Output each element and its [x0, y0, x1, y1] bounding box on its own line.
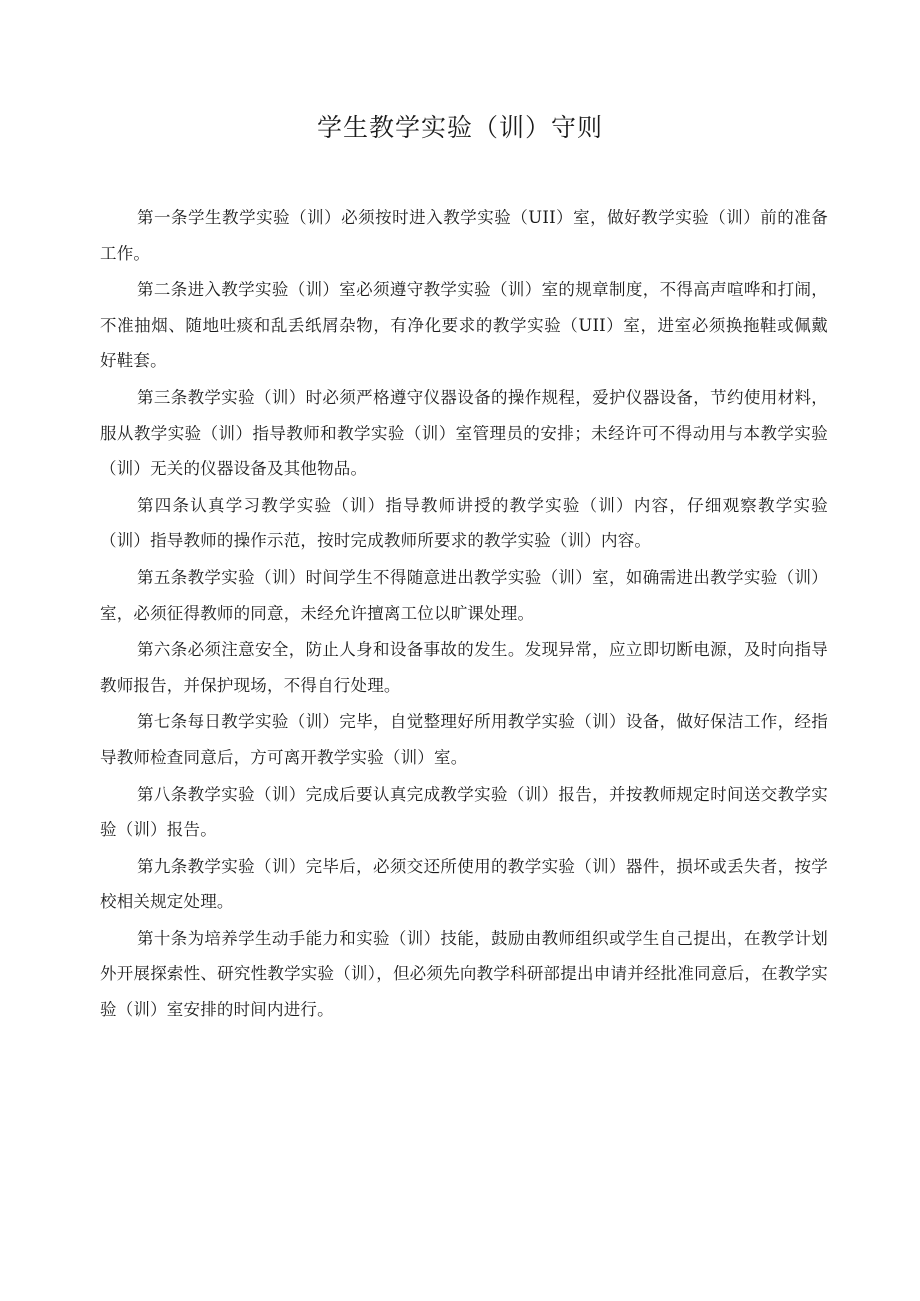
article-5: 第五条教学实验（训）时间学生不得随意进出教学实验（训）室，如确需进出教学实验（训）室，必须征得教师的同意，未经允许擅离工位以旷课处理。	[100, 567, 828, 623]
article-4: 第四条认真学习教学实验（训）指导教师讲授的教学实验（训）内容，仔细观察教学实验（训）指导教师的操作示范，按时完成教师所要求的教学实验（训）内容。	[100, 495, 828, 551]
article-8: 第八条教学实验（训）完成后要认真完成教学实验（训）报告，并按教师规定时间送交教学实验（训）报告。	[100, 784, 828, 840]
article-7: 第七条每日教学实验（训）完毕，自觉整理好所用教学实验（训）设备，做好保洁工作，经指导教师检查同意后，方可离开教学实验（训）室。	[100, 712, 828, 767]
article-6: 第六条必须注意安全，防止人身和设备事故的发生。发现异常，应立即切断电源，及时向指导教师报告，并保护现场，不得自行处理。	[100, 640, 828, 695]
article-3: 第三条教学实验（训）时必须严格遵守仪器设备的操作规程，爱护仪器设备，节约使用材料，服从教学实验（训）指导教师和教学实验（训）室管理员的安排；未经许可不得动用与本教学实验（训）无关的仪器设备及其他物品。	[100, 387, 828, 479]
article-list	[100, 200, 828, 1029]
article-10: 第十条为培养学生动手能力和实验（训）技能，鼓励由教师组织或学生自己提出，在教学计划外开展探索性、研究性教学实验（训），但必须先向教学科研部提出申请并经批准同意后，在教学实验（训）室安排的时间内进行。	[100, 928, 828, 1020]
article-9: 第九条教学实验（训）完毕后，必须交还所使用的教学实验（训）器件，损坏或丢失者，按学校相关规定处理。	[100, 856, 828, 912]
page-title: 学生教学实验（训）守则	[316, 113, 603, 142]
article-2: 第二条进入教学实验（训）室必须遵守教学实验（训）室的规章制度，不得高声喧哗和打闹，不准抽烟、随地吐痰和乱丢纸屑杂物，有净化要求的教学实验（UII）室，进室必须换拖鞋或佩戴好鞋套。	[100, 280, 828, 371]
article-1: 第一条学生教学实验（训）必须按时进入教学实验（UII）室，做好教学实验（训）前的准备工作。	[100, 208, 828, 263]
